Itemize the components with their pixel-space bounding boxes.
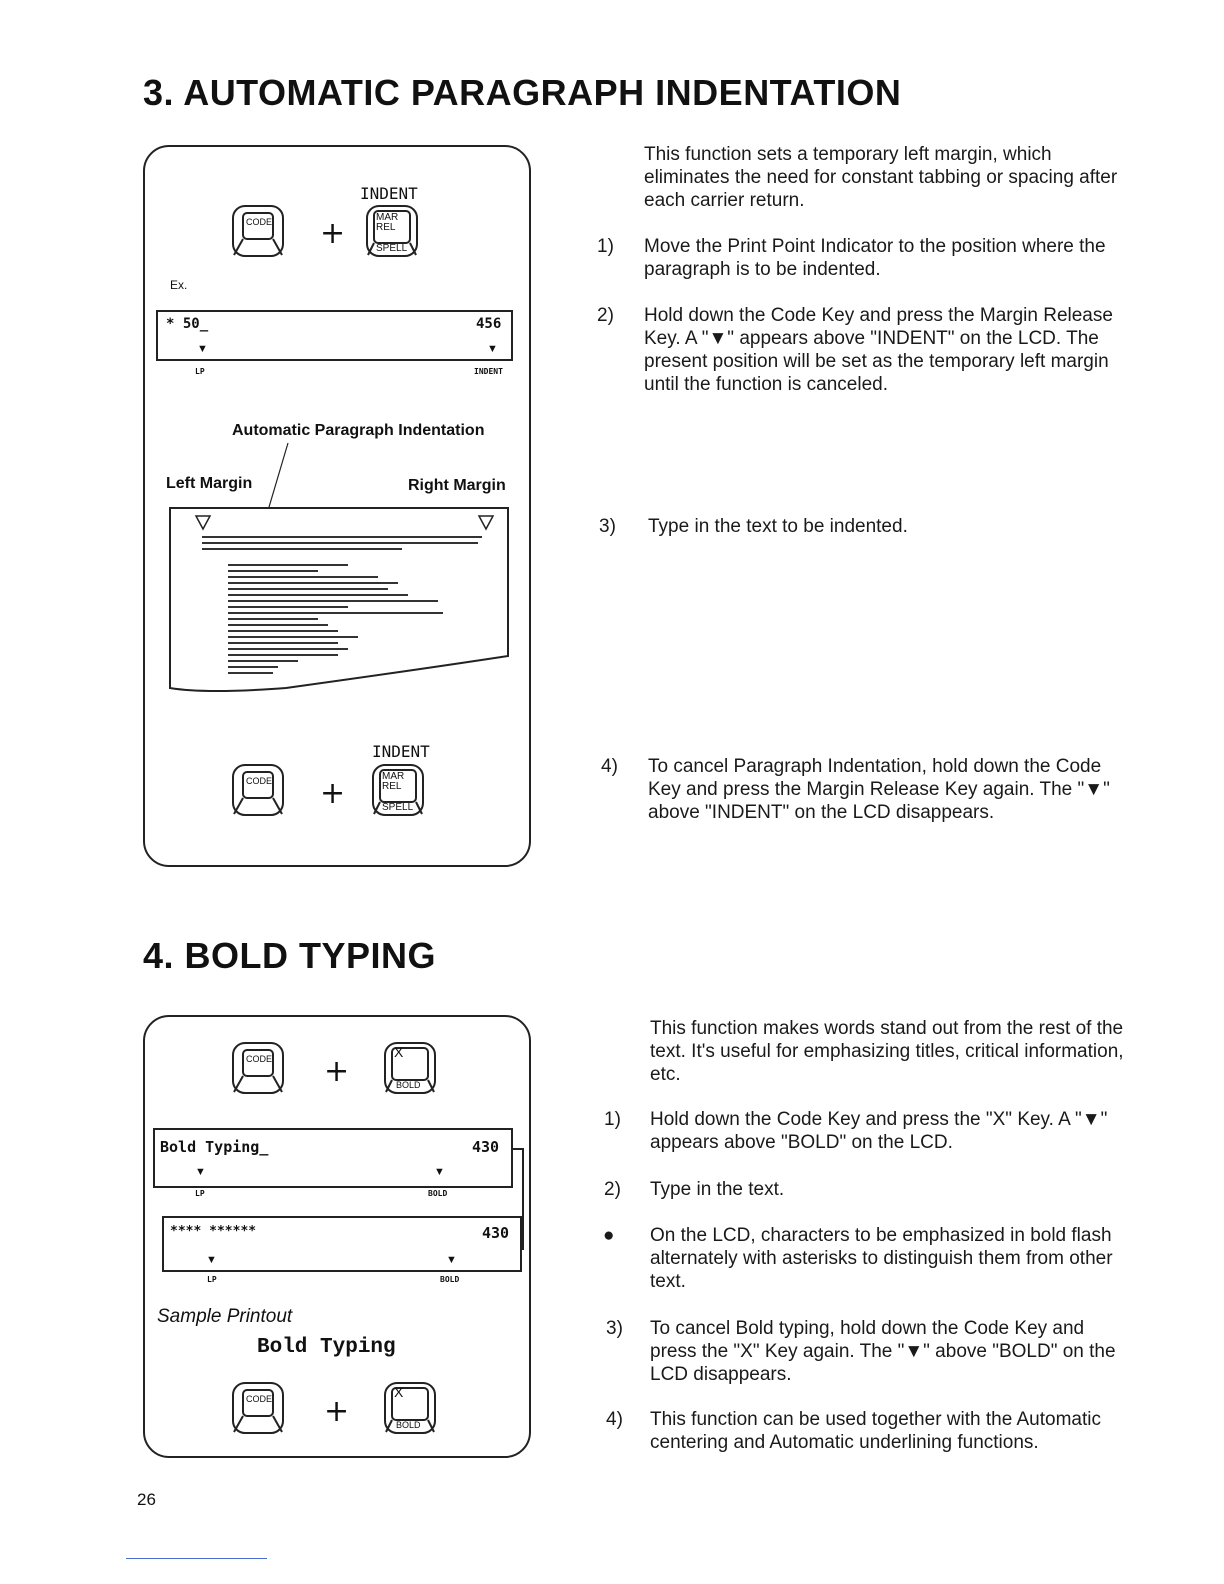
- sample-printout-label: Sample Printout: [157, 1306, 293, 1327]
- step-number: 3): [599, 516, 616, 537]
- bold-indicator-arrow: ▼: [434, 1166, 445, 1178]
- lcd-position: 456: [476, 316, 502, 332]
- footer-rule: [126, 1558, 267, 1559]
- indent-label-2: INDENT: [372, 742, 430, 761]
- example-label: Ex.: [170, 278, 188, 292]
- step-number: 2): [597, 305, 614, 326]
- right-margin-label: Right Margin: [408, 477, 506, 494]
- lcd-position: 430: [482, 1224, 510, 1242]
- lcd-sub-indent: INDENT: [474, 367, 503, 376]
- bold-key-label: BOLD: [396, 1080, 421, 1090]
- lcd-text: * 50_: [166, 316, 209, 332]
- left-margin-label: Left Margin: [166, 475, 253, 492]
- plus-sign: +: [324, 1054, 350, 1089]
- figure-caption: Automatic Paragraph Indentation: [232, 422, 485, 439]
- step-text: Type in the text.: [650, 1179, 785, 1200]
- indent-indicator-arrow: ▼: [487, 343, 498, 355]
- code-key-icon: [230, 203, 286, 259]
- step-number: 1): [604, 1109, 621, 1130]
- section-3-title: 3. AUTOMATIC PARAGRAPH INDENTATION: [143, 72, 902, 113]
- code-key-label: CODE: [246, 1054, 273, 1064]
- x-key-label: X: [394, 1384, 404, 1400]
- mar-rel-label: MAR REL: [376, 212, 399, 233]
- bold-indicator-arrow: ▼: [446, 1254, 457, 1266]
- x-key-label: X: [394, 1044, 404, 1060]
- printout-illustration: [166, 438, 512, 698]
- step-text: Hold down the Code Key and press the Margin Release Key. A "▼" appears above "INDENT" on the LCD. The present position will be set as the temporary left margin until the function is canceled.: [644, 305, 1113, 395]
- lcd-sub-lp: LP: [195, 367, 205, 376]
- lcd-display-bold: [153, 1128, 513, 1188]
- code-key-label: CODE: [246, 776, 273, 786]
- plus-sign: +: [320, 776, 346, 811]
- plus-sign: +: [324, 1394, 350, 1429]
- step-number: 4): [606, 1409, 623, 1430]
- lcd-sub-bold: BOLD: [440, 1275, 460, 1284]
- lp-indicator-arrow: ▼: [195, 1166, 206, 1178]
- step-number: 2): [604, 1179, 621, 1200]
- bullet: ●: [603, 1225, 615, 1246]
- lcd-sub-lp: LP: [207, 1275, 217, 1284]
- step-text: Hold down the Code Key and press the "X" Key. A "▼" appears above "BOLD" on the LCD.: [650, 1109, 1108, 1153]
- code-key-icon: [230, 762, 286, 818]
- step-text: Type in the text to be indented.: [648, 516, 908, 537]
- lcd-asterisks: **** ******: [170, 1224, 257, 1239]
- code-key-icon: [230, 1380, 286, 1436]
- code-key-label: CODE: [246, 217, 273, 227]
- step-text: This function can be used together with the Automatic centering and Automatic underlining functions.: [650, 1409, 1101, 1453]
- spell-label: SPELL: [382, 802, 414, 813]
- lcd-sub-lp: LP: [195, 1189, 205, 1198]
- code-key-label: CODE: [246, 1394, 273, 1404]
- sample-printout-text: Bold Typing: [257, 1336, 396, 1359]
- step-text: To cancel Paragraph Indentation, hold down the Code Key and press the Margin Release Key again. The "▼" above "INDENT" on the LCD disappears.: [648, 756, 1110, 823]
- lcd-display-indent: [156, 310, 513, 361]
- step-text: Move the Print Point Indicator to the position where the paragraph is to be indented.: [644, 236, 1106, 280]
- mar-rel-label: MAR REL: [382, 771, 405, 792]
- page-number: 26: [137, 1490, 156, 1509]
- section-4-intro: This function makes words stand out from the rest of the text. It's useful for emphasizing titles, critical information, etc.: [650, 1018, 1124, 1085]
- lp-indicator-arrow: ▼: [197, 343, 208, 355]
- indent-label: INDENT: [360, 184, 418, 203]
- lp-indicator-arrow: ▼: [206, 1254, 217, 1266]
- section-3-intro: This function sets a temporary left margin, which eliminates the need for constant tabbing or spacing after each carrier return.: [644, 144, 1118, 211]
- section-4-title: 4. BOLD TYPING: [143, 935, 437, 976]
- plus-sign: +: [320, 216, 346, 251]
- step-text: To cancel Bold typing, hold down the Code Key and press the "X" Key again. The "▼" above "BOLD" on the LCD disappears.: [650, 1318, 1116, 1385]
- step-number: 4): [601, 756, 618, 777]
- code-key-icon: [230, 1040, 286, 1096]
- bold-key-label: BOLD: [396, 1420, 421, 1430]
- step-number: 3): [606, 1318, 623, 1339]
- lcd-position: 430: [472, 1138, 500, 1156]
- spell-label: SPELL: [376, 243, 408, 254]
- step-number: 1): [597, 236, 614, 257]
- lcd-sub-bold: BOLD: [428, 1189, 448, 1198]
- step-text: On the LCD, characters to be emphasized in bold flash alternately with asterisks to distinguish them from other text.: [650, 1225, 1113, 1292]
- lcd-text: Bold Typing_: [160, 1138, 269, 1156]
